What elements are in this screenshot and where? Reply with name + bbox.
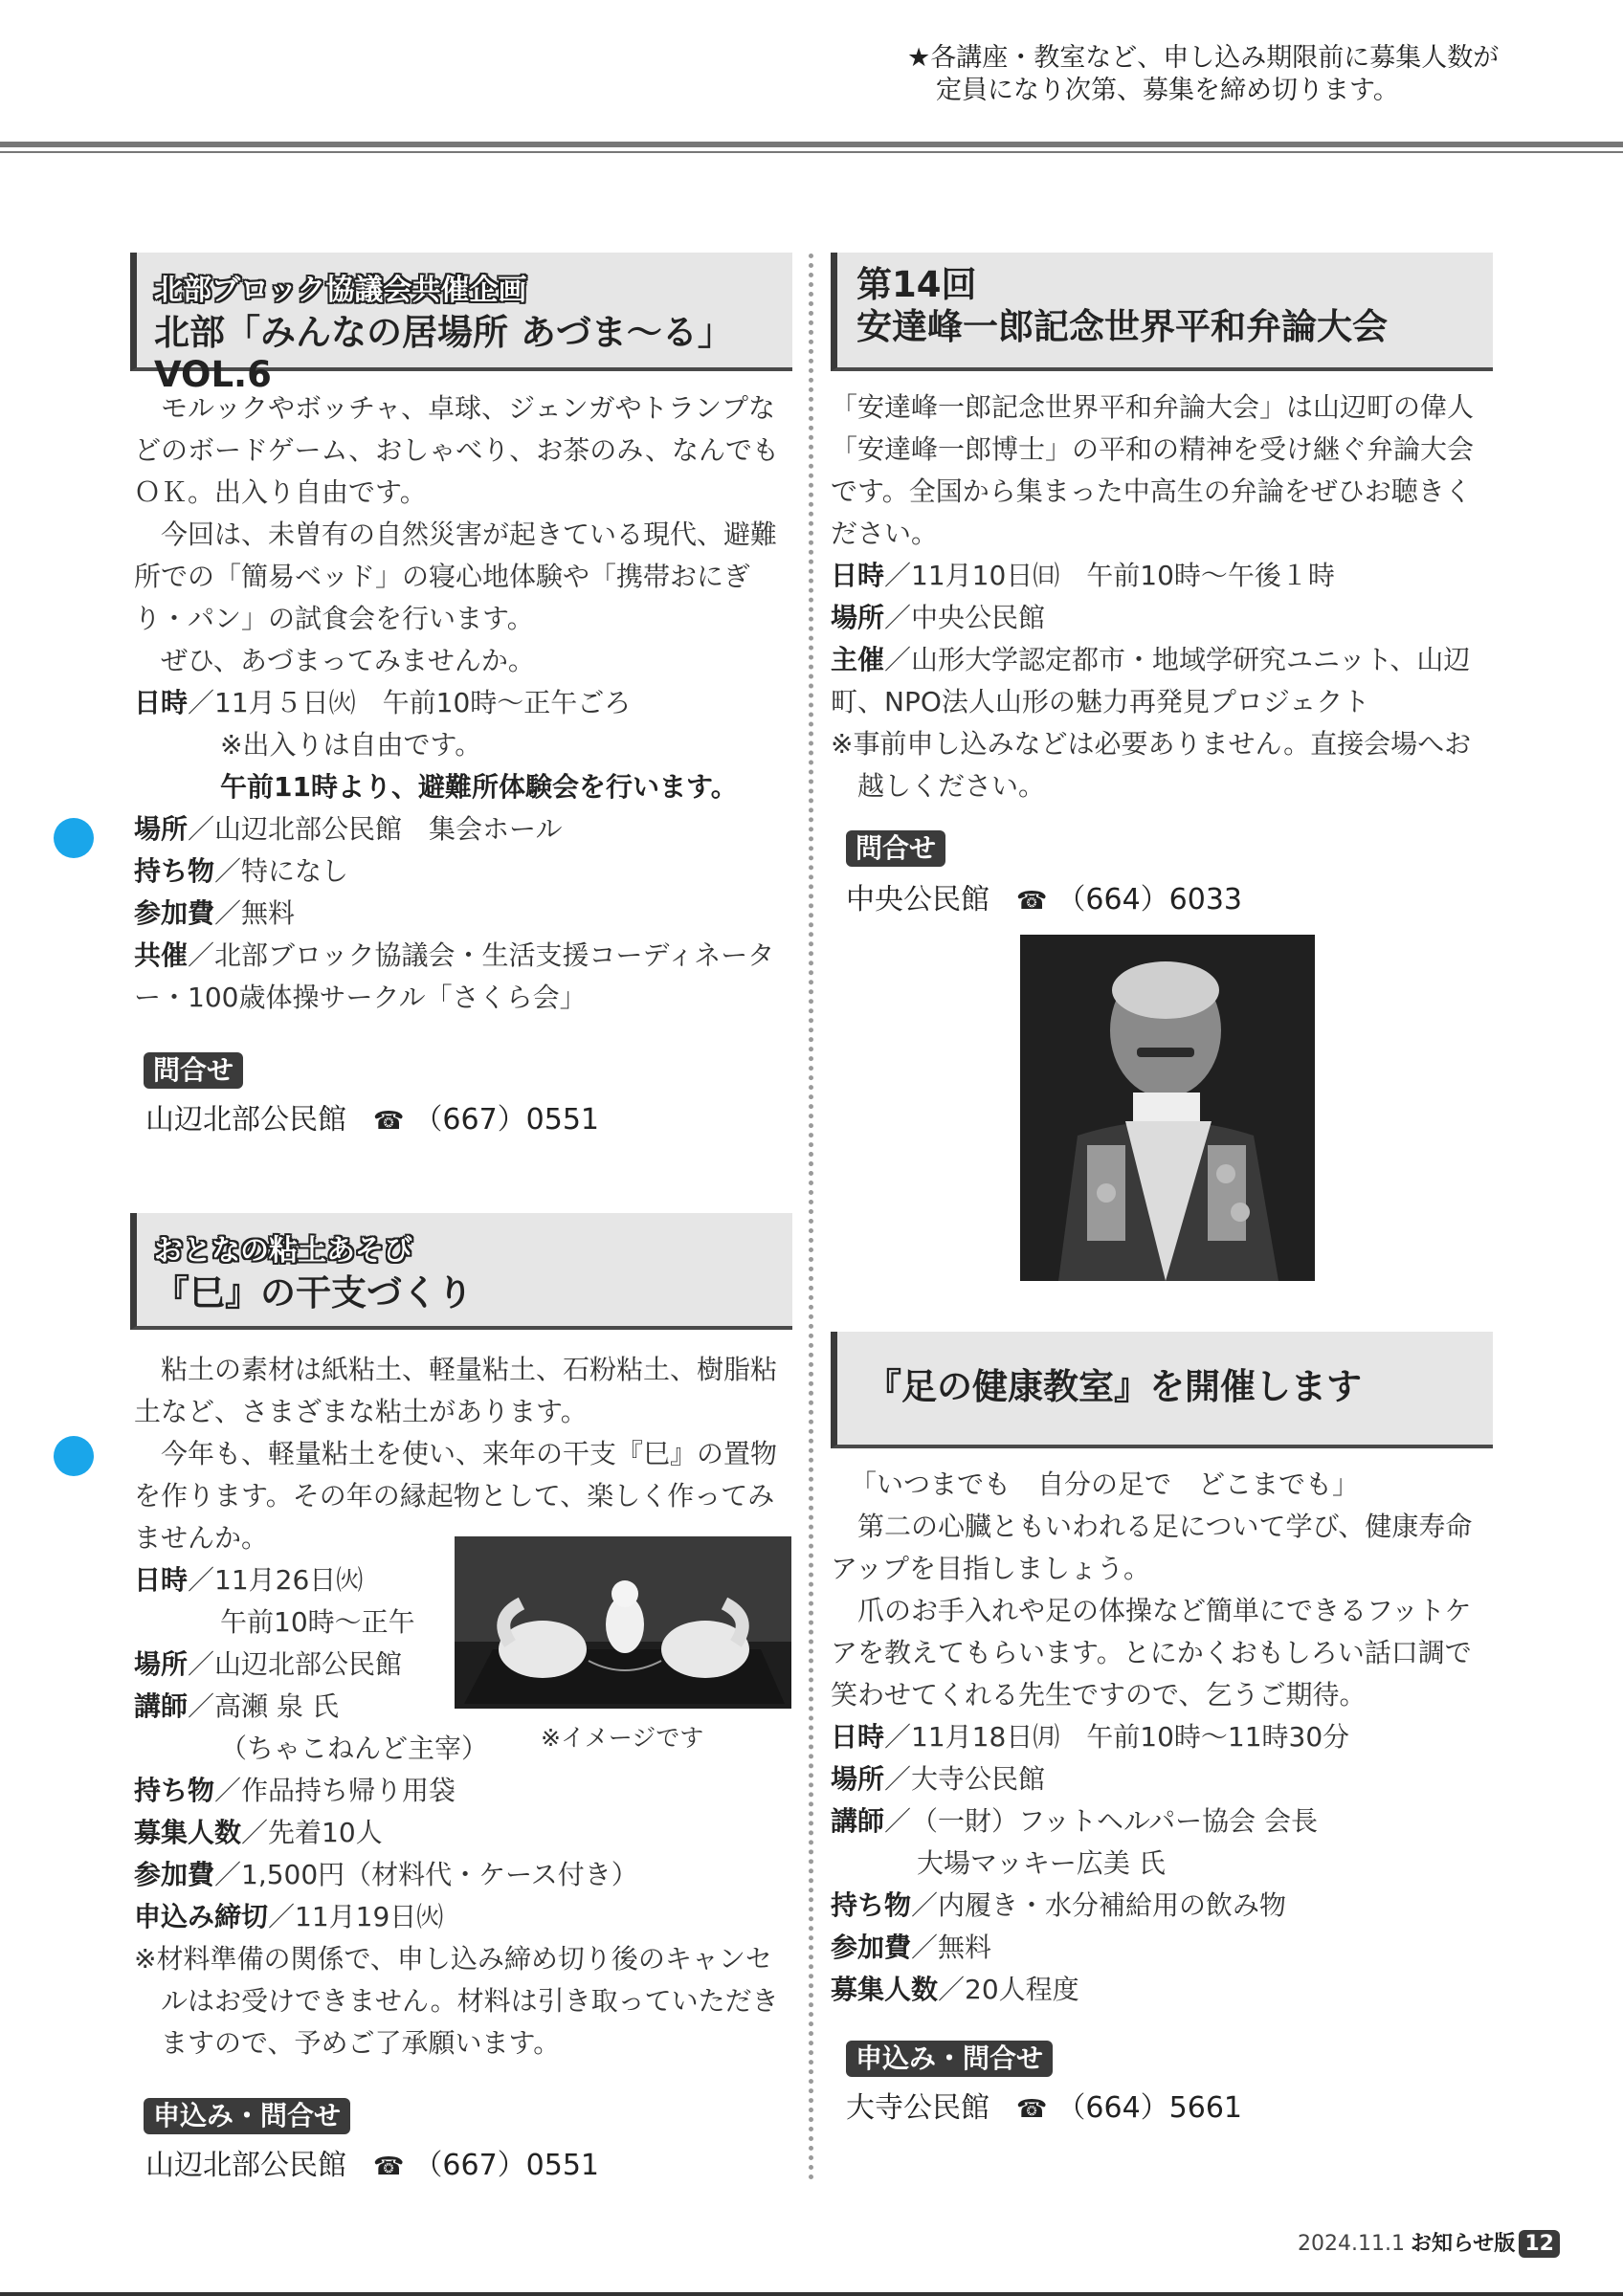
portrait-illustration bbox=[1020, 935, 1315, 1281]
clay-fee-row bbox=[134, 1854, 794, 1896]
phone-number: （664）6033 bbox=[1056, 883, 1242, 916]
foot-capacity-row bbox=[831, 1969, 1493, 2011]
capacity-value: ／20人程度 bbox=[938, 1974, 1079, 2005]
fee-value: ／無料 bbox=[911, 1932, 992, 1963]
fee-label: 参加費 bbox=[134, 897, 215, 929]
date-value: ／11月18日㈪ 午前10時～11時30分 bbox=[884, 1721, 1350, 1753]
deadline-label: 申込み締切 bbox=[134, 1901, 269, 1932]
header-rule bbox=[0, 142, 1623, 147]
deadline-value: ／11月19日㈫ bbox=[268, 1901, 444, 1932]
clay-capacity-row bbox=[134, 1812, 794, 1854]
snake-craft-illustration bbox=[455, 1536, 791, 1709]
azumaaru-contact bbox=[145, 1095, 599, 1137]
azumaaru-place-row bbox=[134, 808, 794, 850]
azumaaru-note-1: ※出入りは自由です。 bbox=[220, 729, 482, 761]
header-rule-thin bbox=[0, 151, 1623, 153]
snake-craft-image bbox=[455, 1536, 791, 1709]
clay-heading bbox=[130, 1213, 792, 1330]
speech-heading bbox=[831, 253, 1493, 371]
azumaaru-title: 北部「みんなの居場所 あづま～る」VOL.6 bbox=[154, 312, 733, 395]
footer-label: お知らせ版 bbox=[1410, 2232, 1516, 2256]
phone-icon: ☎ bbox=[1016, 887, 1048, 916]
clay-subtitle: おとなの粘土あそび bbox=[154, 1234, 412, 1268]
date-label: 日時 bbox=[831, 1721, 885, 1753]
cohost-value: ／北部ブロック協議会・生活支援コーディネーター・100歳体操サークル「さくら会」 bbox=[134, 939, 775, 1013]
contact-name: 山辺北部公民館 bbox=[145, 1103, 346, 1137]
portrait-photo bbox=[1020, 935, 1315, 1281]
cohost-label: 共催 bbox=[134, 939, 189, 971]
speech-date-row bbox=[831, 555, 1493, 597]
clay-title: 『巳』の干支づくり bbox=[154, 1272, 473, 1314]
speech-contact-badge: 問合せ bbox=[846, 830, 945, 867]
phone-icon: ☎ bbox=[373, 2152, 405, 2181]
fee-label: 参加費 bbox=[134, 1859, 215, 1890]
contact-phone[interactable] bbox=[373, 1095, 599, 1137]
speech-contact bbox=[846, 875, 1242, 917]
clay-lecturer-note: （ちゃこねんど主宰） bbox=[220, 1733, 489, 1764]
contact-name: 中央公民館 bbox=[846, 883, 989, 916]
azumaaru-paragraph-1: モルックやボッチャ、卓球、ジェンガやトランプなどのボードゲーム、おしゃべり、お茶のみ、なんでもＯＫ。出入り自由です。 bbox=[134, 392, 779, 508]
clay-lecturer-row bbox=[134, 1686, 459, 1728]
footer-rule bbox=[0, 2292, 1623, 2296]
azumaaru-note-2: 午前11時より、避難所体験会を行います。 bbox=[220, 771, 738, 803]
recruitment-notice bbox=[907, 42, 1596, 107]
clay-time: 午前10時～正午 bbox=[220, 1606, 415, 1638]
phone-icon: ☎ bbox=[373, 1107, 405, 1136]
date-label: 日時 bbox=[134, 1564, 189, 1596]
place-value: ／中央公民館 bbox=[884, 602, 1046, 633]
date-value: ／11月５日㈫ 午前10時～正午ごろ bbox=[188, 687, 632, 718]
foot-body bbox=[831, 1464, 1493, 2011]
column-divider bbox=[809, 254, 813, 2181]
clay-body bbox=[134, 1349, 794, 1559]
clay-bring-row bbox=[134, 1770, 794, 1812]
speech-paragraph-1: 「安達峰一郎記念世界平和弁論大会」は山辺町の偉人「安達峰一郎博士」の平和の精神を受け継ぐ弁論大会です。全国から集まった中高生の弁論をぜひお聴きください。 bbox=[831, 391, 1475, 549]
clay-details-bottom bbox=[134, 1770, 794, 2064]
bring-label: 持ち物 bbox=[134, 1775, 215, 1806]
page-number: 12 bbox=[1519, 2230, 1560, 2258]
foot-contact bbox=[846, 2084, 1242, 2126]
bring-label: 持ち物 bbox=[831, 1889, 912, 1921]
azumaaru-paragraph-2: 今回は、未曽有の自然災害が起きている現代、避難所での「簡易ベッド」の寝心地体験や「携帯おにぎり・パン」の試食会を行います。 bbox=[134, 519, 778, 634]
lecturer-label: 講師 bbox=[134, 1690, 189, 1722]
azumaaru-fee-row bbox=[134, 893, 794, 935]
foot-contact-badge: 申込み・問合せ bbox=[846, 2041, 1053, 2077]
azumaaru-heading bbox=[130, 253, 792, 395]
date-value: ／11月26日㈫ bbox=[188, 1564, 364, 1596]
bring-value: ／特になし bbox=[214, 855, 349, 887]
foot-slogan: 「いつまでも 自分の足で どこまでも」 bbox=[850, 1468, 1360, 1500]
place-value: ／山辺北部公民館 集会ホール bbox=[188, 813, 563, 845]
fee-value: ／無料 bbox=[214, 897, 296, 929]
lecturer-value: ／高瀬 泉 氏 bbox=[188, 1690, 339, 1722]
place-label: 場所 bbox=[831, 1763, 885, 1795]
clay-contact-badge: 申込み・問合せ bbox=[144, 2098, 350, 2134]
contact-phone[interactable] bbox=[1016, 2084, 1242, 2126]
speech-host-row bbox=[831, 639, 1493, 723]
fee-label: 参加費 bbox=[831, 1932, 912, 1963]
date-label: 日時 bbox=[831, 560, 885, 591]
capacity-label: 募集人数 bbox=[831, 1974, 939, 2005]
speech-title-2: 安達峰一郎記念世界平和弁論大会 bbox=[856, 306, 1388, 347]
foot-date-row bbox=[831, 1716, 1493, 1758]
fee-value: ／1,500円（材料代・ケース付き） bbox=[214, 1859, 638, 1890]
foot-title: 『足の健康教室』を開催します bbox=[866, 1366, 1362, 1407]
capacity-label: 募集人数 bbox=[134, 1817, 242, 1848]
clay-contact bbox=[145, 2141, 599, 2183]
bring-value: ／作品持ち帰り用袋 bbox=[214, 1775, 456, 1806]
foot-place-row bbox=[831, 1758, 1493, 1800]
lecturer-label: 講師 bbox=[831, 1805, 885, 1837]
speech-note: ※事前申し込みなどは必要ありません。直接会場へお越しください。 bbox=[831, 728, 1472, 802]
place-label: 場所 bbox=[831, 602, 885, 633]
speech-body bbox=[831, 386, 1493, 807]
foot-fee-row bbox=[831, 1927, 1493, 1969]
place-value: ／山辺北部公民館 bbox=[188, 1648, 403, 1680]
azumaaru-date-row bbox=[134, 682, 794, 724]
azumaaru-bring-row bbox=[134, 850, 794, 893]
capacity-value: ／先着10人 bbox=[241, 1817, 383, 1848]
speech-place-row bbox=[831, 597, 1493, 639]
contact-name: 大寺公民館 bbox=[846, 2091, 989, 2125]
place-label: 場所 bbox=[134, 1648, 189, 1680]
clay-paragraph-1: 粘土の素材は紙粘土、軽量粘土、石粉粘土、樹脂粘土など、さまざまな粘土があります。 bbox=[134, 1354, 778, 1427]
date-value: ／11月10日㈰ 午前10時～午後１時 bbox=[884, 560, 1335, 591]
foot-heading bbox=[831, 1332, 1493, 1448]
bring-value: ／内履き・水分補給用の飲み物 bbox=[911, 1889, 1287, 1921]
accent-dot bbox=[54, 1436, 94, 1476]
clay-deadline-row bbox=[134, 1896, 794, 1938]
speech-title-1: 第14回 bbox=[856, 264, 977, 305]
azumaaru-cohost-row bbox=[134, 935, 794, 1019]
clay-date-row bbox=[134, 1559, 459, 1601]
contact-name: 山辺北部公民館 bbox=[145, 2149, 346, 2182]
bring-label: 持ち物 bbox=[134, 855, 215, 887]
page-footer bbox=[1298, 2227, 1560, 2258]
contact-phone[interactable] bbox=[1016, 875, 1242, 917]
foot-paragraph-2: 爪のお手入れや足の体操など簡単にできるフットケアを教えてもらいます。とにかくおもしろい話口調で笑わせてくれる先生ですので、乞うご期待。 bbox=[831, 1595, 1472, 1711]
notice-line-1: ★各講座・教室など、申し込み期限前に募集人数が bbox=[907, 43, 1500, 73]
azumaaru-contact-badge: 問合せ bbox=[144, 1052, 243, 1089]
azumaaru-subtitle: 北部ブロック協議会共催企画 bbox=[154, 274, 527, 307]
host-value: ／山形大学認定都市・地域学研究ユニット、山辺町、NPO法人山形の魅力再発見プロジェクト bbox=[831, 644, 1471, 718]
phone-number: （664）5661 bbox=[1056, 2091, 1242, 2125]
clay-details-left bbox=[134, 1559, 489, 1770]
phone-number: （667）0551 bbox=[413, 1103, 599, 1137]
notice-line-2: 定員になり次第、募集を締め切ります。 bbox=[936, 76, 1399, 105]
contact-phone[interactable] bbox=[373, 2141, 599, 2183]
foot-lecturer-name: 大場マッキー広美 氏 bbox=[917, 1847, 1166, 1879]
accent-dot bbox=[54, 818, 94, 858]
host-label: 主催 bbox=[831, 644, 885, 675]
azumaaru-body bbox=[134, 387, 794, 1019]
foot-bring-row bbox=[831, 1885, 1493, 1927]
lecturer-value: ／（一財）フットヘルパー協会 会長 bbox=[884, 1805, 1318, 1837]
phone-icon: ☎ bbox=[1016, 2095, 1048, 2124]
place-value: ／大寺公民館 bbox=[884, 1763, 1046, 1795]
image-caption: ※イメージです bbox=[541, 1724, 704, 1752]
footer-date: 2024.11.1 bbox=[1298, 2232, 1405, 2256]
foot-lecturer-row bbox=[831, 1800, 1493, 1843]
foot-paragraph-1: 第二の心臓ともいわれる足について学び、健康寿命アップを目指しましょう。 bbox=[831, 1511, 1473, 1584]
clay-place-row bbox=[134, 1644, 459, 1686]
date-label: 日時 bbox=[134, 687, 189, 718]
azumaaru-paragraph-3: ぜひ、あづまってみませんか。 bbox=[161, 645, 535, 676]
phone-number: （667）0551 bbox=[413, 2149, 599, 2182]
place-label: 場所 bbox=[134, 813, 189, 845]
clay-cancel-note: ※材料準備の関係で、申し込み締め切り後のキャンセルはお受けできません。材料は引き取っていただきますので、予めご了承願います。 bbox=[134, 1943, 779, 2059]
clay-paragraph-2: 今年も、軽量粘土を使い、来年の干支『巳』の置物を作ります。その年の縁起物として、楽しく作ってみませんか。 bbox=[134, 1438, 778, 1554]
